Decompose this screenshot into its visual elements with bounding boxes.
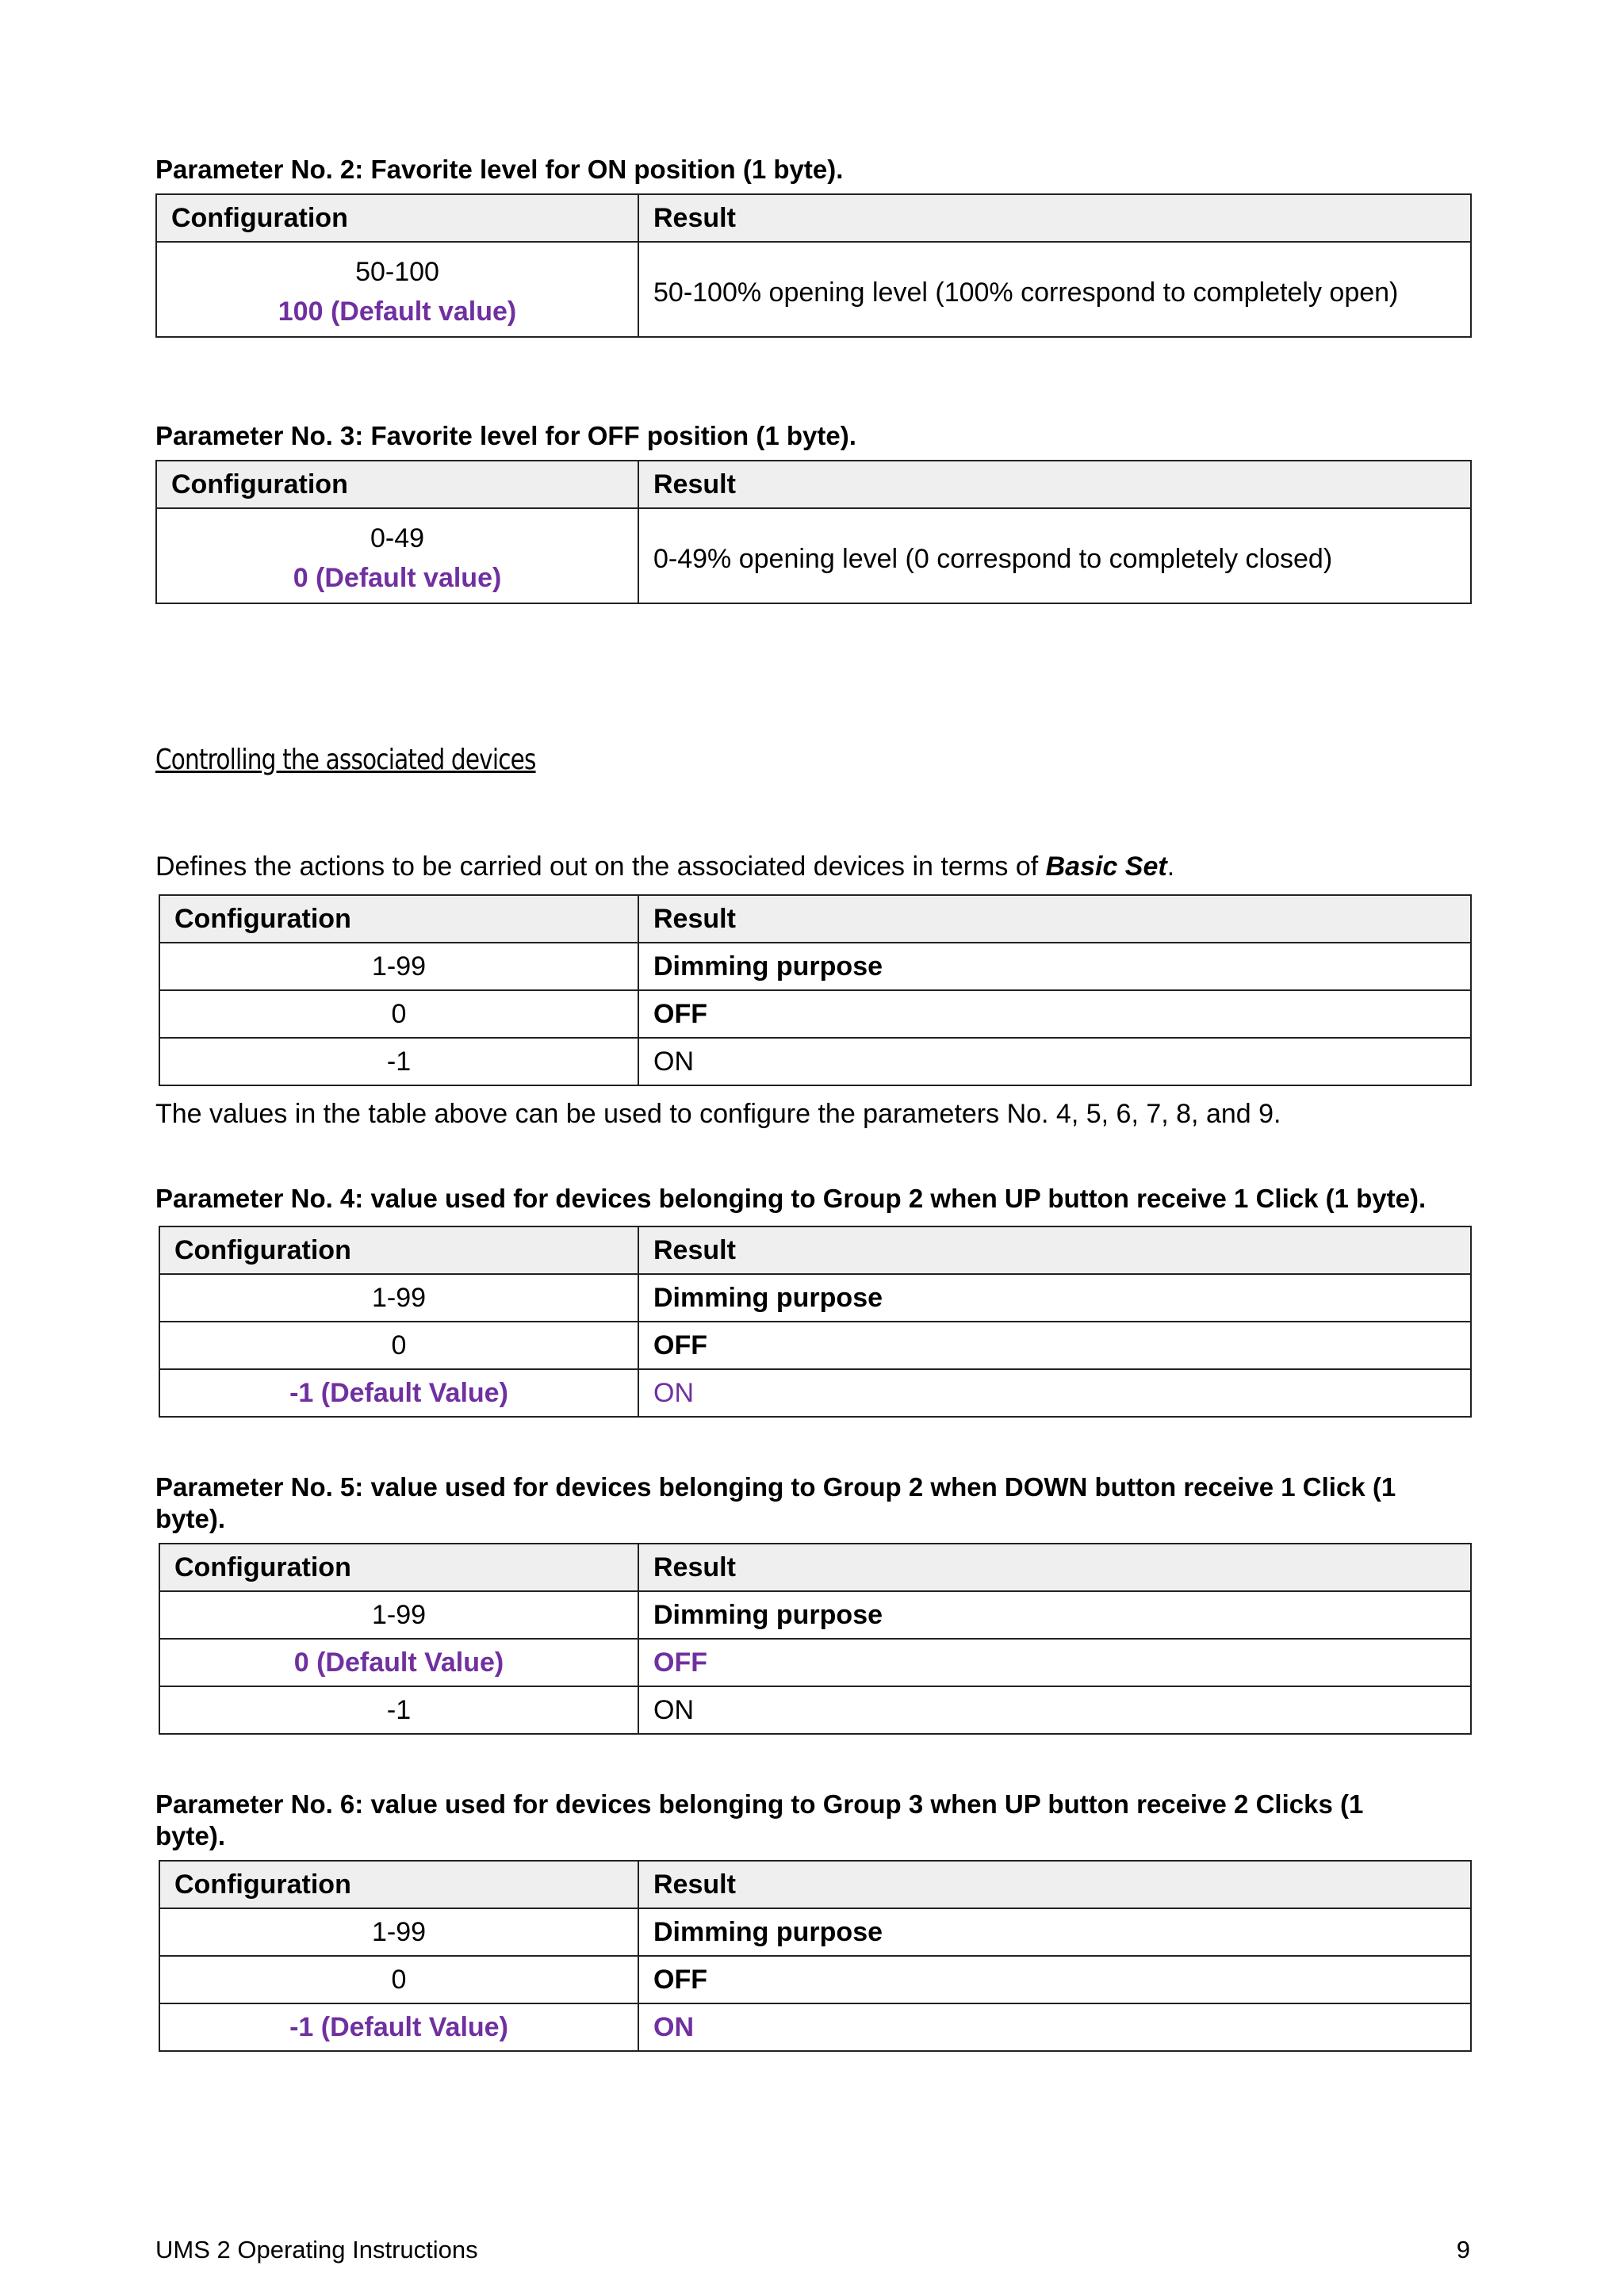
config-cell: 1-99	[159, 1591, 638, 1639]
table-row	[159, 1956, 1471, 2003]
param5-title-line1: Parameter No. 5: value used for devices belonging to Group 2 when DOWN button receive 1 Click (1	[155, 1472, 1396, 1502]
param4-table	[159, 1226, 1472, 1418]
param5-table	[159, 1543, 1472, 1735]
config-cell: 1-99	[159, 1274, 638, 1322]
table-row	[159, 1322, 1471, 1369]
result-cell: ON	[638, 1038, 1471, 1085]
result-cell: Dimming purpose	[638, 1274, 1471, 1322]
result-cell: OFF	[638, 1956, 1471, 2003]
section-intro-prefix: Defines the actions to be carried out on the associated devices in terms of	[155, 851, 1046, 882]
result-cell-default: ON	[638, 1369, 1471, 1417]
section-intro-suffix: .	[1166, 851, 1175, 882]
section-intro	[155, 851, 1174, 882]
result-cell: Dimming purpose	[638, 1908, 1471, 1956]
config-cell: 1-99	[159, 943, 638, 990]
param6-title-line1: Parameter No. 6: value used for devices belonging to Group 3 when UP button receive 2 Clicks (1	[155, 1789, 1364, 1819]
footer-doc-title: UMS 2 Operating Instructions	[155, 2236, 478, 2263]
param3-config-value: 0-49	[370, 523, 425, 553]
table-header-result: Result	[638, 1544, 1471, 1591]
table-row	[159, 943, 1471, 990]
result-cell: OFF	[638, 1322, 1471, 1369]
param6-title	[155, 1789, 1472, 1852]
table-row	[159, 1591, 1471, 1639]
table-row	[159, 1369, 1471, 1417]
result-cell: ON	[638, 1686, 1471, 1734]
param2-table	[155, 193, 1472, 338]
config-cell: 1-99	[159, 1908, 638, 1956]
param3-config-default: 0 (Default value)	[293, 563, 502, 593]
table-header-result: Result	[638, 895, 1471, 943]
table-header-configuration: Configuration	[159, 1861, 638, 1908]
table-row	[159, 1274, 1471, 1322]
table-row	[159, 1038, 1471, 1085]
result-cell: OFF	[638, 990, 1471, 1038]
param3-config-cell	[156, 508, 638, 603]
table-row	[159, 1639, 1471, 1686]
table-header-configuration: Configuration	[156, 461, 638, 508]
config-cell: -1	[159, 1686, 638, 1734]
config-cell-default: -1 (Default Value)	[159, 1369, 638, 1417]
param3-table	[155, 460, 1472, 604]
table-row	[159, 1686, 1471, 1734]
result-cell-default: ON	[638, 2003, 1471, 2051]
config-cell: 0	[159, 1956, 638, 2003]
table-header-configuration: Configuration	[156, 194, 638, 242]
table-header-result: Result	[638, 194, 1471, 242]
table-header-configuration: Configuration	[159, 895, 638, 943]
config-cell: -1	[159, 1038, 638, 1085]
config-cell-default: -1 (Default Value)	[159, 2003, 638, 2051]
section-heading: Controlling the associated devices	[155, 744, 536, 776]
result-cell: Dimming purpose	[638, 1591, 1471, 1639]
param3-result: 0-49% opening level (0 correspond to completely closed)	[638, 508, 1471, 603]
param5-title-line2: byte).	[155, 1504, 226, 1533]
param2-result: 50-100% opening level (100% correspond to completely open)	[638, 242, 1471, 337]
param3-title: Parameter No. 3: Favorite level for OFF position (1 byte).	[155, 421, 856, 450]
section-note: The values in the table above can be used to configure the parameters No. 4, 5, 6, 7, 8, and 9.	[155, 1099, 1281, 1129]
table-row	[159, 990, 1471, 1038]
table-row	[159, 2003, 1471, 2051]
result-cell: Dimming purpose	[638, 943, 1471, 990]
param2-title: Parameter No. 2: Favorite level for ON position (1 byte).	[155, 155, 844, 184]
param2-config-default: 100 (Default value)	[278, 297, 517, 327]
param4-title: Parameter No. 4: value used for devices belonging to Group 2 when UP button receive 1 Click (1 byte).	[155, 1184, 1427, 1213]
param2-config-cell	[156, 242, 638, 337]
result-cell-default: OFF	[638, 1639, 1471, 1686]
table-header-configuration: Configuration	[159, 1544, 638, 1591]
table-header-result: Result	[638, 1861, 1471, 1908]
param6-title-line2: byte).	[155, 1821, 226, 1850]
param6-table	[159, 1860, 1472, 2052]
section-intro-emphasis: Basic Set	[1045, 851, 1167, 882]
table-header-result: Result	[638, 1226, 1471, 1274]
footer-page-number: 9	[1456, 2236, 1470, 2263]
config-cell: 0	[159, 1322, 638, 1369]
table-row	[159, 1908, 1471, 1956]
table-header-configuration: Configuration	[159, 1226, 638, 1274]
basic-set-table	[159, 894, 1472, 1086]
table-header-result: Result	[638, 461, 1471, 508]
config-cell: 0	[159, 990, 638, 1038]
param2-config-value: 50-100	[355, 257, 439, 287]
param5-title	[155, 1471, 1472, 1535]
config-cell-default: 0 (Default Value)	[159, 1639, 638, 1686]
